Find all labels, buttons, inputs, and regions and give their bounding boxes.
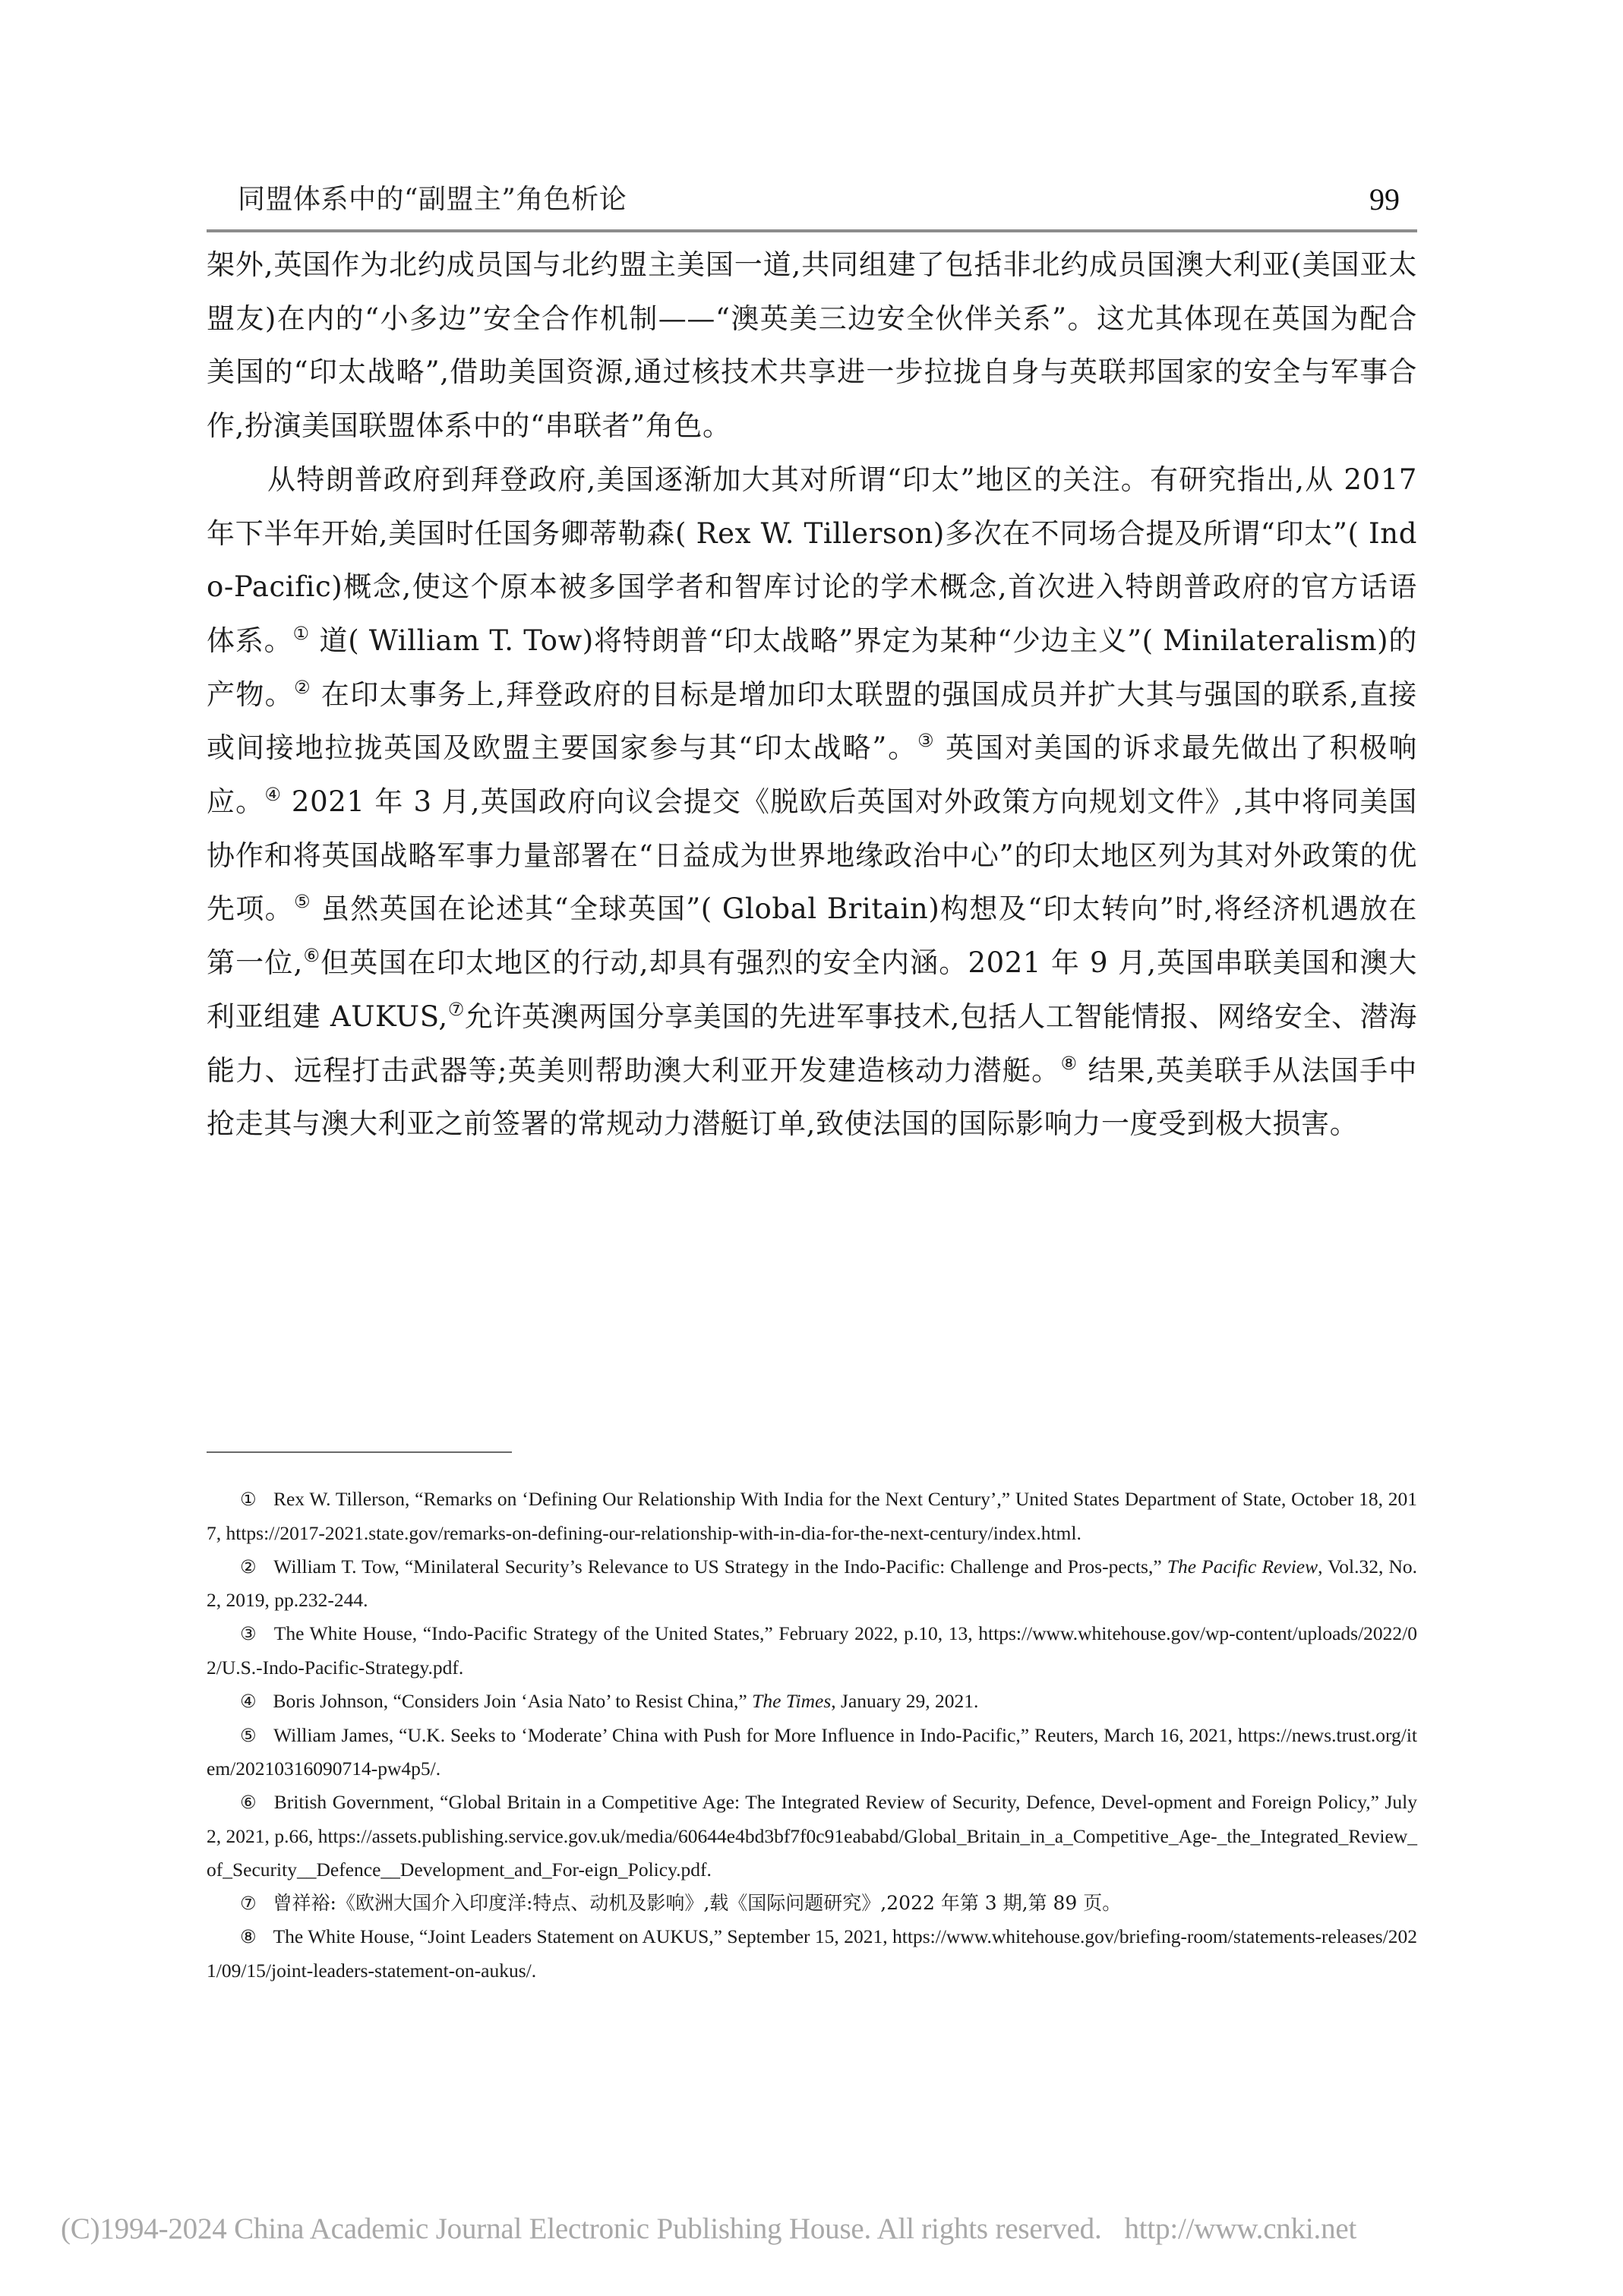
publication-title: The Pacific Review [1167,1555,1318,1578]
footnote-item [207,1483,1417,1550]
footnote-reference[interactable]: ⑦ [447,998,465,1020]
running-title: 同盟体系中的“副盟主”角色析论 [238,184,627,215]
footnote-reference[interactable]: ⑥ [302,945,321,967]
footnote-text: The White House, “Joint Leaders Statement on AUKUS,” September 15, 2021, https://www.whitehouse.gov/briefing-room/statements-releases/2021/09/15/joint-leaders-statement-on-aukus/. [207,1925,1418,1982]
footnote-text: William T. Tow, “Minilateral Security’s Relevance to US Strategy in the Indo-Pacific: Challenge and Pros-pects,” [273,1555,1167,1578]
footnote-text: , Vol.32, No.2, 2019, pp.232-244. [207,1555,1418,1612]
footnote-reference[interactable]: ③ [917,730,936,752]
body-paragraph [207,453,1417,1151]
footnote-number: ⑥ [240,1792,257,1814]
copyright-watermark [61,2212,1580,2246]
body-text-run: 从特朗普政府到拜登政府,美国逐渐加大其对所谓“印太”地区的关注。有研究指出,从 2017 年下半年开始,美国时任国务卿蒂勒森( Rex W. Tillerson)多次在不同场合提及所谓“印太”( Indo-Pacific)概念,使这个原本被多国学者和智库讨论的学术概念,首次进入特朗普政府的官方话语体系。 [207,463,1417,657]
footnote-number: ⑧ [240,1926,257,1948]
body-text-run: 道( William T. Tow)将特朗普“印太战略”界定为某种“少边主义”( Minilateralism)的产物。 [207,624,1417,711]
footnote-item [207,1685,1417,1719]
footnotes [207,1483,1417,1988]
footnote-item [207,1719,1417,1786]
footnote-number: ⑦ [240,1892,257,1914]
footnote-text: Rex W. Tillerson, “Remarks on ‘Defining Our Relationship With India for the Next Century’,” United States Department of State, October 18, 2017, https://2017-2021.state.gov/remarks-on-defining-our-relationship-with-in-dia-for-the-next-century/index.html. [207,1488,1417,1544]
footnote-item [207,1786,1417,1886]
body-text-run: 虽然英国在论述其“全球英国”( Global Britain)构想及“印太转向”时,将经济机遇放在第一位, [207,892,1417,980]
footnote-number: ⑤ [240,1724,257,1746]
footnote-text: William James, “U.K. Seeks to ‘Moderate’ China with Push for More Influence in Indo-Pacific,” Reuters, March 16, 2021, https://news.trust.org/item/20210316090714-pw4p5/. [207,1723,1417,1780]
footnote-number: ③ [240,1623,257,1645]
footnote-text: Boris Johnson, “Considers Join ‘Asia Nato’ to Resist China,” [273,1689,753,1712]
page-number: 99 [1369,182,1400,216]
footnote-reference[interactable]: ① [292,622,310,644]
footnote-text: 曾祥裕:《欧洲大国介入印度洋:特点、动机及影响》,载《国际问题研究》,2022 年第 3 期,第 89 页。 [273,1891,1122,1914]
header-rule [207,229,1417,232]
cnki-url: http://www.cnki.net [1124,2212,1357,2245]
footnote-number: ② [240,1555,257,1578]
body-text-run: 2021 年 3 月,英国政府向议会提交《脱欧后英国对外政策方向规划文件》,其中将同美国协作和将英国战略军事力量部署在“日益成为世界地缘政治中心”的印太地区列为其对外政策的优先项。 [207,785,1418,926]
footnote-number: ④ [240,1690,257,1712]
running-header [207,181,1417,219]
footnote-reference[interactable]: ② [293,676,311,698]
footnote-number: ① [240,1489,257,1510]
footnote-item [207,1617,1417,1685]
body-text-run: 架外,英国作为北约成员国与北约盟主美国一道,共同组建了包括非北约成员国澳大利亚(美国亚太盟友)在内的“小多边”安全合作机制——“澳英美三边安全伙伴关系”。这尤其体现在英国为配合美国的“印太战略”,借助美国资源,通过核技术共享进一步拉拢自身与英联邦国家的安全与军事合作,扮演美国联盟体系中的“串联者”角色。 [207,248,1417,443]
footnote-item [207,1887,1417,1921]
footnote-text: , January 29, 2021. [831,1689,979,1712]
body-text-run: 英国对美国的诉求最先做出了积极响应。 [207,731,1417,819]
body-text-run: 但英国在印太地区的行动,却具有强烈的安全内涵。2021 年 9 月,英国串联美国和澳大利亚组建 AUKUS, [207,946,1417,1033]
footnote-reference[interactable]: ④ [264,784,283,806]
body-text-run: 允许英澳两国分享美国的先进军事技术,包括人工智能情报、网络安全、潜海能力、远程打击武器等;英美则帮助澳大利亚开发建造核动力潜艇。 [207,1000,1417,1087]
footnote-reference[interactable]: ⑧ [1060,1052,1078,1074]
publication-title: The Times [752,1689,832,1712]
footnote-separator [207,1451,512,1453]
copyright-text: (C)1994-2024 China Academic Journal Electronic Publishing House. All rights reserved. [61,2212,1102,2245]
body-text [207,238,1417,1151]
footnote-reference[interactable]: ⑤ [294,891,311,913]
body-text-run: 在印太事务上,拜登政府的目标是增加印太联盟的强国成员并扩大其与强国的联系,直接或间接地拉拢英国及欧盟主要国家参与其“印太战略”。 [207,677,1417,765]
footnote-item [207,1920,1417,1988]
footnote-text: British Government, “Global Britain in a Competitive Age: The Integrated Review of Security, Defence, Devel-opment and Foreign Policy,” July 2, 2021, p.66, https://assets.publishing.service.gov.uk/media/60644e4bd3bf7f0c91eababd/Global_Britain_in_a_Competitive_Age-_the_Integrated_Review_of_Security__Defence__Development_and_For-eign_Policy.pdf. [207,1791,1417,1881]
body-paragraph [207,238,1417,453]
footnote-text: The White House, “Indo-Pacific Strategy of the United States,” February 2022, p.10, 13, https://www.whitehouse.gov/wp-content/uploads/2022/02/U.S.-Indo-Pacific-Strategy.pdf. [207,1622,1418,1679]
footnote-item [207,1550,1417,1618]
body-text-run: 结果,英美联手从法国手中抢走其与澳大利亚之前签署的常规动力潜艇订单,致使法国的国际影响力一度受到极大损害。 [207,1053,1417,1141]
